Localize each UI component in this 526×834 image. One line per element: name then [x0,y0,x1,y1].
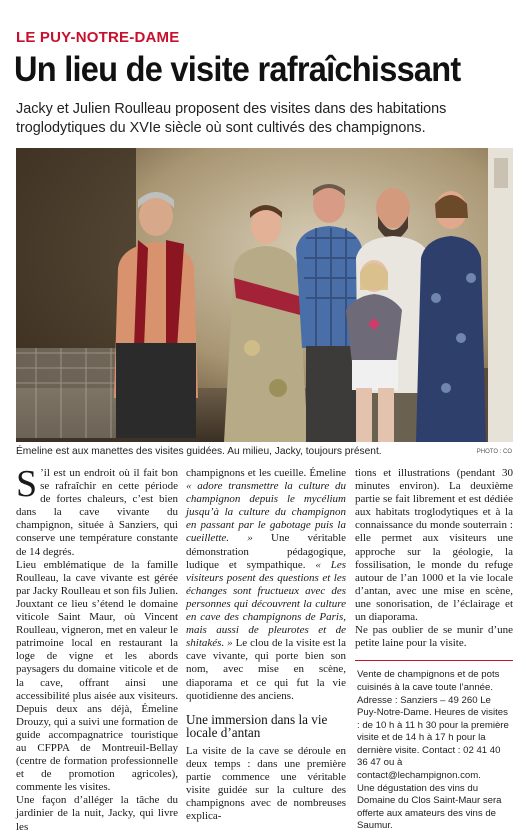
subheading: Une immersion dans la vie locale d’antan [186,711,328,740]
col1-paragraph-1: ’il est un endroit où il fait bon se rafraîchir en cette période de fortes chaleurs, c’est bien dans la cave vivante du champignon, située à Sanziers, qui conserve une température constante de 14 degrés. [16,467,178,558]
col2-text-b: Une véritable démonstration pédagogique, ludique et sympathique. [186,532,347,571]
article-column-3 [355,467,513,833]
col3-paragraph-2: Ne pas oublier de se munir d’une petite laine pour la visite. [355,624,513,650]
headline: Un lieu de visite rafraîchissant [14,50,461,89]
deck: Jacky et Julien Roulleau proposent des visites dans des habitations troglodytiques du XVIe siècle où sont cultivés des champignons. [16,101,447,136]
col3-paragraph-1: tions et illustrations (pendant 30 minutes environ). La deuxième partie se fait librement et est dédiée aux habitats troglodytiques et à la connaissance du monde souterrain : elle permet aux visiteurs une approche sur la géologie, la fossilisation, le monde du refuge autour de l’an 1000 et la vie locale d’antan, avec une mise en scène, une sonorisation, de l’éclairage et un diaporama. [355,467,513,624]
article-column-1 [16,463,178,834]
col1-paragraph-2: Lieu emblématique de la famille Roulleau, la cave vivante est gérée par Jacky Roulleau et son fils Julien. Jouxtant ce lieu s’étend le domaine viticole Saint Maur, où Vincent Roulleau, vigneron, met en valeur le patrimoine local en restaurant la loge de vigne et les abords paysagers du domaine viticole et de la cave, offrant ainsi une accessibilité plus aisée aux visiteurs. Depuis deux ans déjà, Émeline Drouzy, qui a suivi une formation de guide accompagnatrice touristique au CFPPA de Montreuil-Bellay (centre de formation professionnelle et de promotion agricoles), commente les visites. [16,558,178,794]
section-kicker: LE PUY-NOTRE-DAME [16,29,180,46]
drop-cap: S [16,463,38,505]
col1-paragraph-3: Une façon d’alléger la tâche du jardinier de la nuit, Jacky, qui livre les [16,794,178,833]
practical-info-box [355,660,513,833]
info-text-1: Vente de champignons et de pots cuisinés à la cave toute l’année. Adresse : Sanziers – 49 260 Le Puy-Notre-Dame. Heures de visites : de 10 h à 11 h 30 pour la première visite et de 14 h à 17 h pour la dernière visite. Contact : 02 41 40 36 47 ou à contact@lechampignon.com. [357,669,509,782]
col2-quote-1: « adore transmettre la culture du champignon depuis le mycélium jusqu’à la culture du champignon en passant par le gabotage puis la cueillette. » [186,480,346,545]
article-column-2 [186,467,346,823]
col2-paragraph-2: La visite de la cave se déroule en deux temps : dans une première partie commence une véritable visite guidée sur la culture des champignons avec de nombreuses explica- [186,744,346,823]
col2-quote-2: « Les visiteurs posent des questions et les échanges sont fructueux avec des personnes qui découvrent la culture en cave des champignons de Paris, mais aussi de pleurotes et de shitakés. » [186,558,346,650]
col2-text-a: champignons et les cueille. Émeline [186,467,346,479]
col2-text-c: Le clou de la visite est la cave vivante, qui porte bien son nom, avec mise en scène, diaporama et ce qui fut la vie quotidienne des anciens. [186,637,346,702]
info-text-2: Une dégustation des vins du Domaine du Clos Saint-Maur sera offerte aux amateurs des vins de Saumur. [357,782,502,832]
article-photo [16,148,513,442]
photo-caption: Émeline est aux manettes des visites guidées. Au milieu, Jacky, toujours présent. [16,446,382,457]
photo-credit: PHOTO : CO [476,449,512,455]
